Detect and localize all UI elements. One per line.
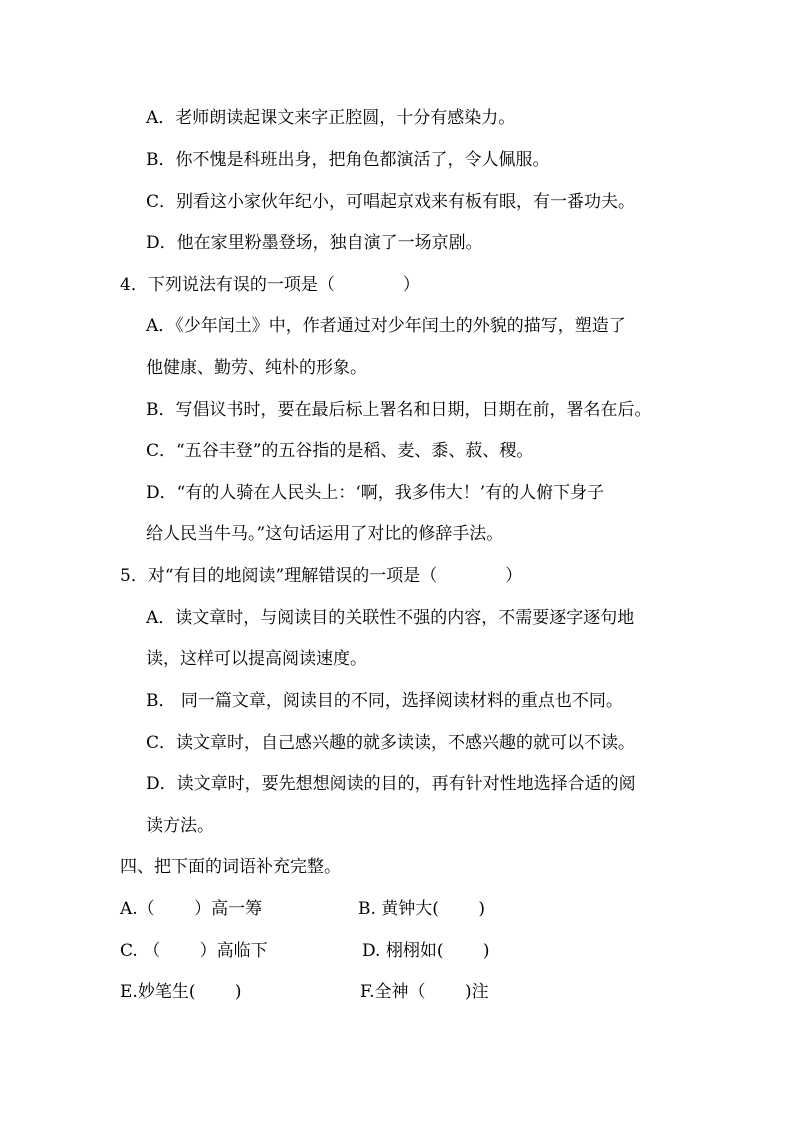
q4-option-b: B．写倡议书时，要在最后标上署名和日期，日期在前，署名在后。 bbox=[146, 400, 652, 420]
section4-title: 四、把下面的词语补充完整。 bbox=[120, 857, 341, 877]
q5-option-d-line2: 读方法。 bbox=[146, 816, 214, 836]
q3-option-d: D．他在家里粉墨登场，独自演了一场京剧。 bbox=[146, 233, 483, 253]
idiom-item-a: A.（ ）高一筹 bbox=[120, 899, 263, 919]
q4-option-d-line2: 给人民当牛马。”这句话运用了对比的修辞手法。 bbox=[146, 524, 504, 544]
q4-option-c: C．“五谷丰登”的五谷指的是稻、麦、黍、菽、稷。 bbox=[146, 441, 534, 461]
q5-stem: 5．对“有目的地阅读”理解错误的一项是（ ） bbox=[120, 566, 523, 586]
idiom-item-d: D. 栩栩如( ) bbox=[362, 941, 490, 961]
q4-option-a-line1: A．《少年闰土》中，作者通过对少年闰土的外貌的描写，塑造了 bbox=[146, 316, 626, 336]
q5-option-c: C．读文章时，自己感兴趣的就多读读，不感兴趣的就可以不读。 bbox=[146, 733, 636, 753]
idiom-item-b: B. 黄钟大( ) bbox=[358, 899, 485, 919]
q3-option-c: C．别看这小家伙年纪小，可唱起京戏来有板有眼，有一番功夫。 bbox=[146, 192, 636, 212]
q5-option-b: B． 同一篇文章，阅读目的不同，选择阅读材料的重点也不同。 bbox=[146, 691, 623, 711]
idiom-item-f: F.全神（ )注 bbox=[360, 982, 489, 1002]
idiom-item-c: C. （ ）高临下 bbox=[120, 941, 268, 961]
q3-option-a: A．老师朗读起课文来字正腔圆，十分有感染力。 bbox=[146, 108, 516, 128]
q5-option-d-line1: D．读文章时，要先想想阅读的目的，再有针对性地选择合适的阅 bbox=[146, 774, 636, 794]
idiom-item-e: E.妙笔生( ) bbox=[120, 982, 242, 1002]
q3-option-b: B．你不愧是科班出身，把角色都演活了，令人佩服。 bbox=[146, 150, 550, 170]
q5-option-a-line1: A．读文章时，与阅读目的关联性不强的内容，不需要逐字逐句地 bbox=[146, 608, 635, 628]
q4-option-d-line1: D．“有的人骑在人民头上：‘啊，我多伟大！’有的人俯下身子 bbox=[146, 483, 605, 503]
q4-option-a-line2: 他健康、勤劳、纯朴的形象。 bbox=[146, 358, 367, 378]
q4-stem: 4．下列说法有误的一项是（ ） bbox=[120, 275, 420, 295]
q5-option-a-line2: 读，这样可以提高阅读速度。 bbox=[146, 649, 367, 669]
